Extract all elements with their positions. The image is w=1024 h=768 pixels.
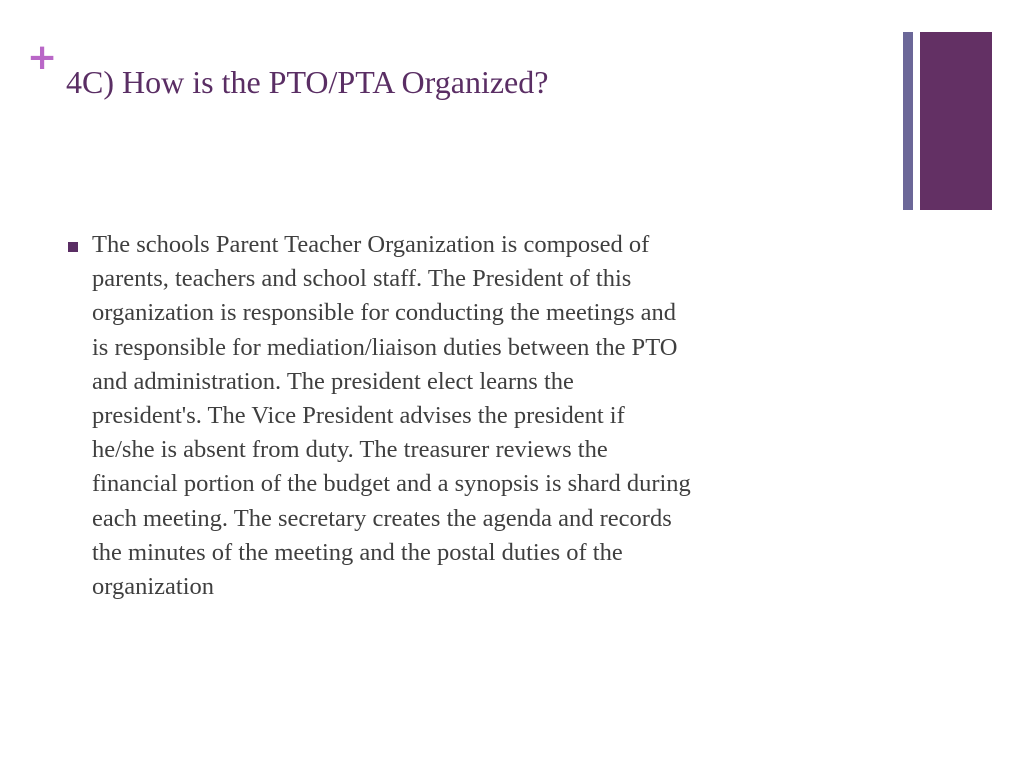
bullet-list: [66, 228, 906, 604]
bullet-text: The schools Parent Teacher Organization is composed of parents, teachers and school staff. The President of this organization is responsible for conducting the meetings and is responsible for mediation/liaison duties between the PTO and administration. The president elect learns the president's. The Vice President advises the president if he/she is absent from duty. The treasurer reviews the financial portion of the budget and a synopsis is shard during each meeting. The secretary creates the agenda and records the minutes of the meeting and the postal duties of the organization: [92, 231, 691, 601]
square-bullet-icon: [68, 242, 78, 252]
decorative-bar-thin: [903, 32, 913, 210]
decorative-bar-wide: [920, 32, 992, 210]
plus-icon: +: [27, 37, 58, 78]
slide-title: 4C) How is the PTO/PTA Organized?: [66, 64, 549, 100]
bullet-item: [66, 228, 906, 604]
